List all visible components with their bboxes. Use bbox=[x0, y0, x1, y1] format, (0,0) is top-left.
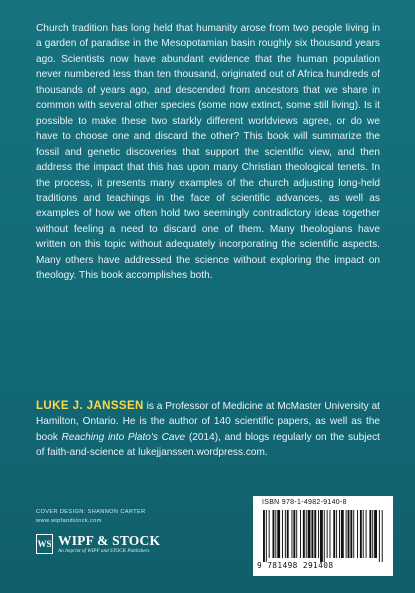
author-bio-text-1: is a Professor of Medicine at McMaster University at Hamilton, Ontario. He is the author of 140 scientific papers, as well as the book bbox=[36, 401, 380, 443]
isbn-label: ISBN 978-1-4982-9140-8 bbox=[262, 499, 347, 506]
barcode-bar bbox=[314, 510, 316, 558]
barcode-bar bbox=[296, 510, 297, 558]
barcode-bar bbox=[353, 510, 354, 558]
barcode-bar bbox=[357, 510, 358, 558]
barcode-bar bbox=[320, 510, 323, 562]
publisher-logo-mark-icon: WS bbox=[36, 534, 53, 554]
barcode-bar bbox=[311, 510, 313, 558]
barcode-bar bbox=[275, 510, 276, 558]
barcode-bar bbox=[318, 510, 319, 558]
barcode-bar bbox=[382, 510, 383, 562]
barcode-bar bbox=[277, 510, 280, 558]
author-bio bbox=[36, 399, 380, 461]
barcode-bar bbox=[306, 510, 307, 558]
barcode-bar bbox=[287, 510, 289, 558]
barcode-bar bbox=[330, 510, 331, 558]
publisher-name: WIPF & STOCK bbox=[58, 533, 161, 548]
barcode-bar bbox=[324, 510, 325, 562]
barcode-bar bbox=[273, 510, 275, 558]
barcode-bar bbox=[303, 510, 305, 558]
barcode-bar bbox=[308, 510, 311, 558]
barcode-bar bbox=[336, 510, 337, 558]
barcode-bar bbox=[346, 510, 347, 558]
barcode-bar bbox=[300, 510, 301, 558]
barcode-bar bbox=[269, 510, 270, 558]
barcode-bars-icon bbox=[261, 510, 385, 562]
barcode-bar bbox=[366, 510, 367, 558]
barcode-bar bbox=[339, 510, 340, 558]
barcode-bar bbox=[372, 510, 373, 558]
barcode-bar bbox=[360, 510, 362, 558]
barcode-bar bbox=[333, 510, 335, 558]
barcode-bar bbox=[282, 510, 283, 558]
isbn-barcode bbox=[253, 496, 393, 576]
previous-book-title: Reaching into Plato's Cave bbox=[61, 431, 186, 443]
barcode-bar bbox=[285, 510, 286, 558]
barcode-bar bbox=[327, 510, 328, 558]
barcode-bar bbox=[348, 510, 350, 558]
barcode-bar bbox=[363, 510, 364, 558]
barcode-digits: 9 781498 291408 bbox=[257, 561, 334, 570]
publisher-logo bbox=[36, 533, 176, 557]
barcode-bar bbox=[379, 510, 380, 562]
barcode-bar bbox=[350, 510, 352, 558]
publisher-tagline: An Imprint of WIPF and STOCK Publishers bbox=[58, 548, 150, 554]
book-description: Church tradition has long held that humanity arose from two people living in a garden of paradise in the Mesopotamian basin roughly six thousand years ago. Scientists now have abundant evidence that the human population never numbered less than ten thousand, originated out of Africa hundreds of thousands of years ago, and descended from ancestors that we share in common with several other species (some now extinct, some still living). Is it possible to make these two starkly different worldviews agree, or do we have to choose one and discard the other? This book will summarize the fossil and genetic discoveries that support the scientific view, and then address the impact that this has upon many Christian theological tenets. In the process, it presents many examples of the church adjusting long-held traditions and teachings in the face of scientific advances, as well as examples of how we often hold two seemingly contradictory ideas together without feeling a need to discard one of them. Many theologians have written on this topic without adequately incorporating the scientific aspects. Many others have addressed the science without exploring the impact on theology. This book accomplishes both. bbox=[36, 23, 380, 282]
barcode-bar bbox=[341, 510, 344, 558]
author-bio-text-2: (2014), and blogs regularly on the subject of faith-and-science at lukejjanssen.wordpress.com. bbox=[36, 431, 380, 459]
barcode-bar bbox=[369, 510, 371, 558]
barcode-bar bbox=[374, 510, 377, 558]
barcode-bar bbox=[266, 510, 267, 562]
cover-credits bbox=[36, 508, 146, 526]
barcode-bar bbox=[293, 510, 295, 558]
publisher-website: www.wipfandstock.com bbox=[36, 518, 102, 524]
barcode-bar bbox=[263, 510, 265, 562]
cover-design-credit: COVER DESIGN: SHANNON CARTER bbox=[36, 509, 146, 515]
barcode-bar bbox=[292, 510, 293, 558]
author-name: LUKE J. JANSSEN bbox=[36, 400, 144, 412]
